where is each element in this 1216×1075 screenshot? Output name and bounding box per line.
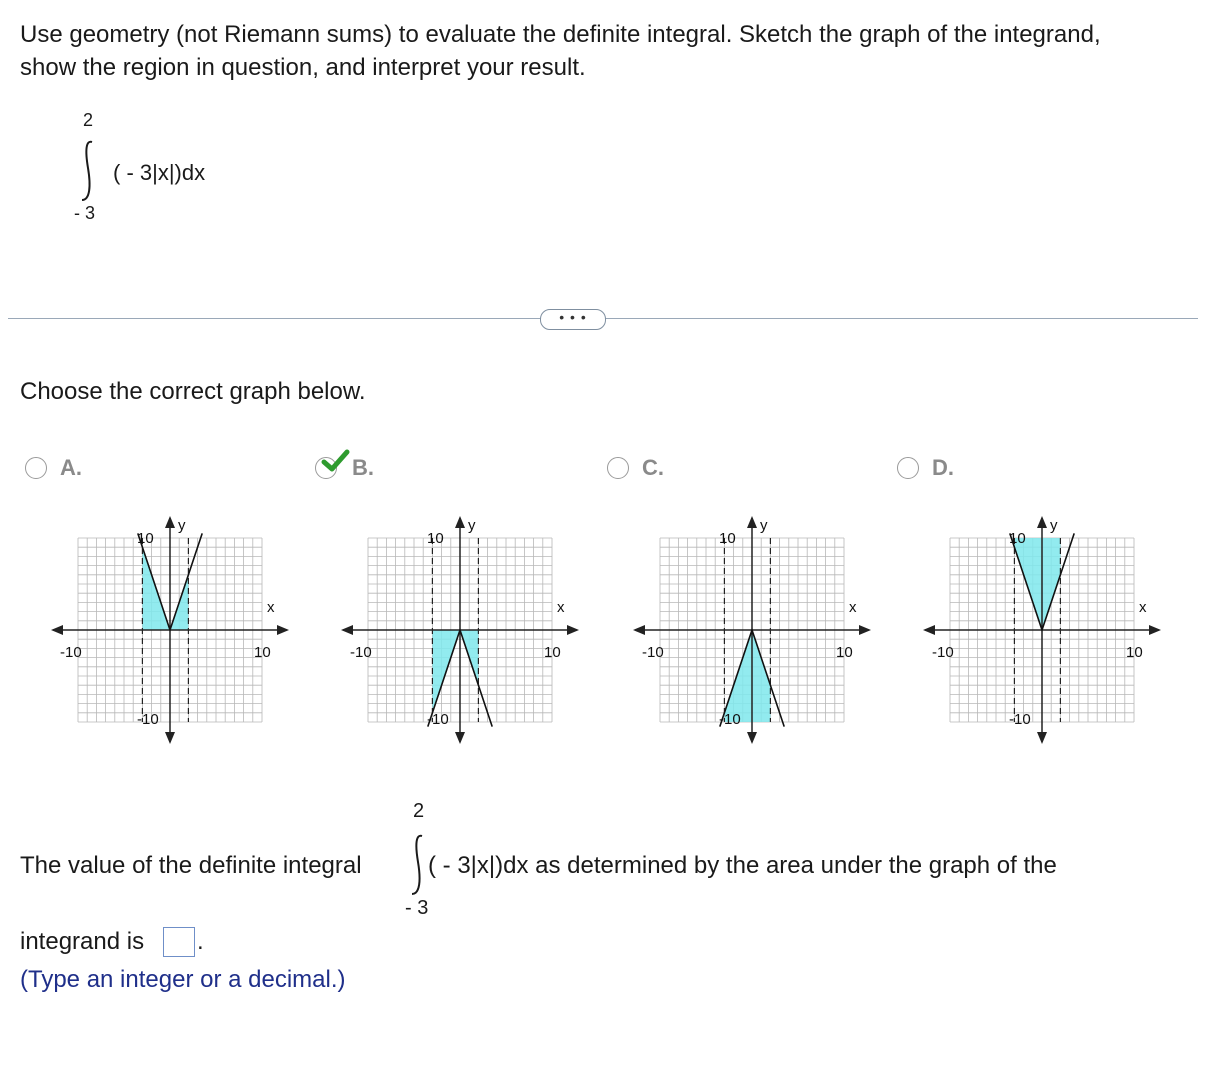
option-b-label[interactable]: B. bbox=[352, 455, 374, 480]
answer-lead-text: The value of the definite integral bbox=[20, 852, 362, 879]
option-d-label[interactable]: D. bbox=[932, 455, 954, 480]
x-axis-arrow-left bbox=[633, 625, 645, 635]
y-axis-arrow-up bbox=[747, 516, 757, 528]
x-axis-min-label: -10 bbox=[932, 644, 954, 661]
y-axis-max-label: 10 bbox=[427, 530, 444, 547]
option-a-label[interactable]: A. bbox=[60, 455, 82, 480]
answer-integral-sign-icon bbox=[407, 832, 429, 898]
y-axis-min-label: -10 bbox=[137, 711, 159, 728]
y-axis-label: y bbox=[760, 517, 768, 534]
y-axis-min-label: -10 bbox=[719, 711, 741, 728]
answer-hint: (Type an integer or a decimal.) bbox=[20, 966, 346, 993]
y-axis-arrow-up bbox=[165, 516, 175, 528]
x-axis-arrow-left bbox=[341, 625, 353, 635]
graph-d[interactable] bbox=[912, 500, 1172, 760]
x-axis-arrow-left bbox=[51, 625, 63, 635]
y-axis-max-label: 10 bbox=[137, 530, 154, 547]
answer-tail-text: as determined by the area under the graph of the bbox=[535, 852, 1057, 879]
x-axis-max-label: 10 bbox=[1126, 644, 1143, 661]
y-axis-label: y bbox=[1050, 517, 1058, 534]
x-axis-arrow-right bbox=[567, 625, 579, 635]
y-axis-arrow-down bbox=[165, 732, 175, 744]
x-axis-label: x bbox=[849, 599, 857, 616]
show-more-button[interactable]: • • • bbox=[540, 309, 606, 330]
graph-c[interactable] bbox=[622, 500, 882, 760]
option-c-radio[interactable] bbox=[607, 457, 629, 479]
x-axis-max-label: 10 bbox=[836, 644, 853, 661]
y-axis-min-label: -10 bbox=[1009, 711, 1031, 728]
x-axis-max-label: 10 bbox=[254, 644, 271, 661]
x-axis-label: x bbox=[1139, 599, 1147, 616]
x-axis-arrow-left bbox=[923, 625, 935, 635]
integrand-is-label: integrand is bbox=[20, 928, 145, 955]
x-axis-arrow-right bbox=[859, 625, 871, 635]
x-axis-label: x bbox=[557, 599, 565, 616]
x-axis-min-label: -10 bbox=[642, 644, 664, 661]
answer-integrand-expr: ( - 3|x|)dx bbox=[428, 852, 529, 879]
integrand: ( - 3|x|)dx bbox=[113, 160, 206, 185]
x-axis-min-label: -10 bbox=[350, 644, 372, 661]
y-axis-arrow-down bbox=[747, 732, 757, 744]
choose-prompt: Choose the correct graph below. bbox=[20, 378, 366, 405]
x-axis-arrow-right bbox=[277, 625, 289, 635]
x-axis-max-label: 10 bbox=[544, 644, 561, 661]
integral-lower-limit: - 3 bbox=[74, 203, 96, 223]
option-c-label[interactable]: C. bbox=[642, 455, 664, 480]
period: . bbox=[197, 928, 204, 955]
x-axis-label: x bbox=[267, 599, 275, 616]
y-axis-max-label: 10 bbox=[719, 530, 736, 547]
graph-b[interactable] bbox=[330, 500, 590, 760]
y-axis-label: y bbox=[178, 517, 186, 534]
answer-input[interactable] bbox=[163, 927, 195, 957]
y-axis-label: y bbox=[468, 517, 476, 534]
y-axis-arrow-up bbox=[1037, 516, 1047, 528]
answer-integrand bbox=[428, 852, 1057, 880]
x-axis-arrow-right bbox=[1149, 625, 1161, 635]
graph-a[interactable] bbox=[40, 500, 300, 760]
option-a-radio[interactable] bbox=[25, 457, 47, 479]
y-axis-arrow-down bbox=[1037, 732, 1047, 744]
answer-integral-upper: 2 bbox=[413, 800, 425, 822]
option-d-radio[interactable] bbox=[897, 457, 919, 479]
integral-sign-icon bbox=[76, 138, 100, 204]
y-axis-max-label: 10 bbox=[1009, 530, 1026, 547]
checkmark-icon bbox=[320, 448, 350, 474]
answer-integral-lower: - 3 bbox=[405, 897, 429, 919]
y-axis-arrow-down bbox=[455, 732, 465, 744]
y-axis-arrow-up bbox=[455, 516, 465, 528]
x-axis-min-label: -10 bbox=[60, 644, 82, 661]
y-axis-min-label: -10 bbox=[427, 711, 449, 728]
question-text: Use geometry (not Riemann sums) to evaluate the definite integral. Sketch the graph of the integrand, show the region in question, and interpret your result. bbox=[20, 21, 1101, 81]
integral-upper-limit: 2 bbox=[83, 110, 94, 130]
